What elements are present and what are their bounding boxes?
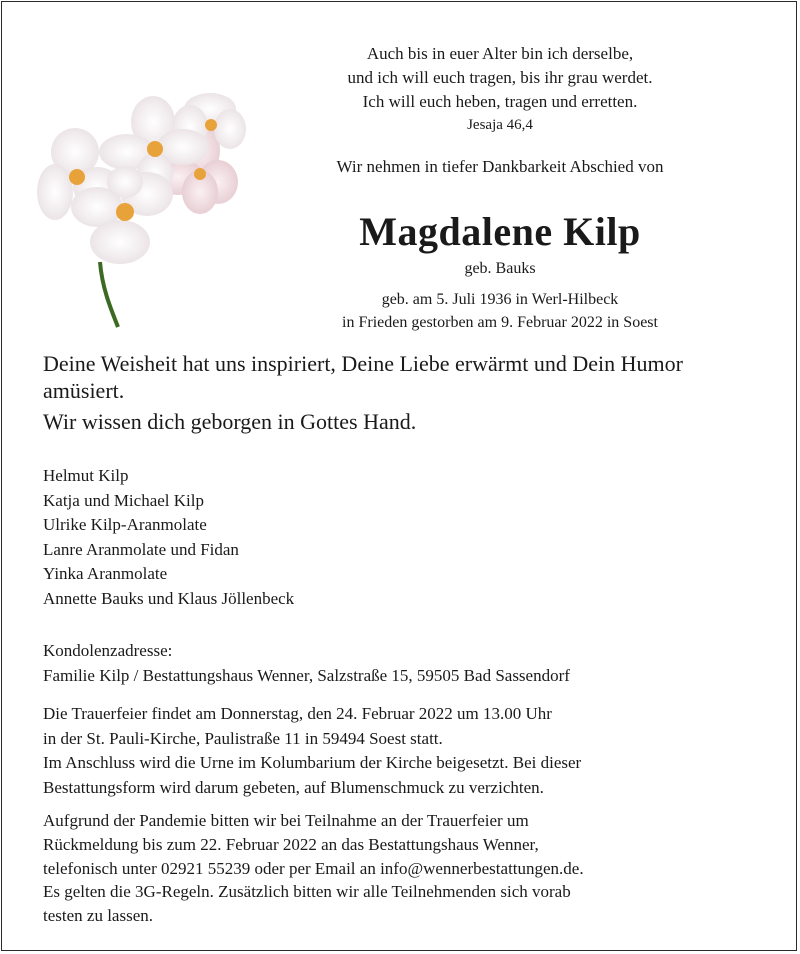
funeral-info: [43, 702, 581, 800]
verse-line: Ich will euch heben, tragen und erretten.: [362, 92, 638, 111]
farewell-intro: Wir nehmen in tiefer Dankbarkeit Abschied von: [336, 157, 664, 176]
life-dates: [300, 288, 700, 334]
mourner: Helmut Kilp: [43, 466, 129, 485]
verse-reference: Jesaja 46,4: [467, 117, 533, 133]
pandemic-line: testen zu lassen.: [43, 906, 153, 926]
birth-info: geb. am 5. Juli 1936 in Werl-Hilbeck: [381, 291, 619, 308]
tribute-line: Deine Weisheit hat uns inspiriert, Deine Liebe erwärmt und Dein Humor amüsiert.: [43, 351, 683, 403]
mourner: Ulrike Kilp-Aranmolate: [43, 515, 207, 534]
tribute-text: [43, 350, 743, 435]
funeral-line: Bestattungsform wird darum gebeten, auf Blumenschmuck zu verzichten.: [43, 777, 544, 797]
maiden-name: geb. Bauks: [464, 260, 536, 277]
mourner: Katja und Michael Kilp: [43, 490, 204, 510]
mourner: Lanre Aranmolate und Fidan: [43, 539, 239, 559]
mourner: Annette Bauks und Klaus Jöllenbeck: [43, 588, 295, 608]
condolence-label: Kondolenzadresse:: [43, 641, 173, 660]
funeral-line: Die Trauerfeier findet am Donnerstag, den 24. Februar 2022 um 13.00 Uhr: [43, 704, 552, 723]
mourner: Yinka Aranmolate: [43, 564, 168, 583]
deceased-name: Magdalene Kilp: [359, 209, 641, 254]
funeral-line: Im Anschluss wird die Urne im Kolumbarium der Kirche beigesetzt. Bei dieser: [43, 753, 582, 772]
pandemic-notice: [43, 809, 584, 928]
tribute-line: Wir wissen dich geborgen in Gottes Hand.: [43, 409, 417, 434]
pandemic-line: telefonisch unter 02921 55239 oder per Email an info@wennerbestattungen.de.: [43, 858, 584, 878]
pandemic-line: Es gelten die 3G-Regeln. Zusätzlich bitten wir alle Teilnehmenden sich vorab: [43, 882, 571, 902]
orchid-icon: [30, 92, 250, 332]
pandemic-line: Rückmeldung bis zum 22. Februar 2022 an das Bestattungshaus Wenner,: [43, 834, 539, 854]
condolence-address-text: Familie Kilp / Bestattungshaus Wenner, Salzstraße 15, 59505 Bad Sassendorf: [43, 666, 570, 685]
pandemic-line: Aufgrund der Pandemie bitten wir bei Teilnahme an der Trauerfeier um: [43, 811, 529, 830]
funeral-line: in der St. Pauli-Kirche, Paulistraße 11 in 59494 Soest statt.: [43, 728, 443, 748]
verse-line: Auch bis in euer Alter bin ich derselbe,: [366, 44, 634, 63]
verse-line: und ich will euch tragen, bis ihr grau werdet.: [347, 68, 653, 87]
bible-verse: [300, 42, 700, 136]
mourners-list: [43, 464, 294, 611]
condolence-address: [43, 638, 570, 688]
death-info: in Frieden gestorben am 9. Februar 2022 in Soest: [342, 314, 658, 331]
